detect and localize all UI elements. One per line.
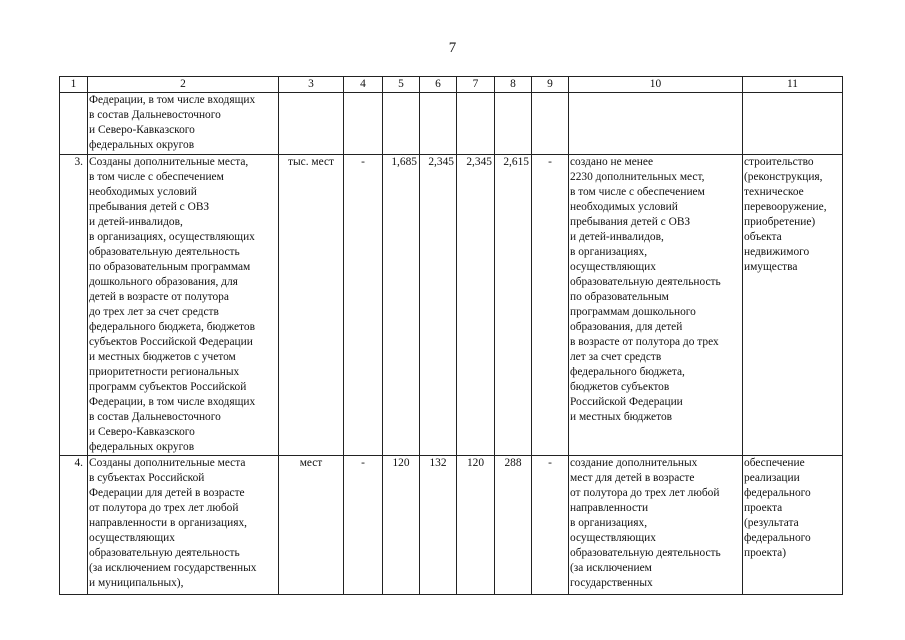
value-cell [420,93,457,155]
result-name-cell: Созданы дополнительные места, в том числе с обеспечением необходимых условий пребывания детей с ОВЗ и детей-инвалидов, в организациях, осуществляющих образовательную деятельность по образовательным программам дошкольного образования, для детей в возрасте от полутора до трех лет за счет средств федерального бюджета, бюджетов субъектов Российской Федерации и местных бюджетов с учетом приоритетности региональных программ субъектов Российской Федерации, в том числе входящих в состав Дальневосточного и Северо-Кавказского федеральных округов [88,155,279,456]
value-cell [495,93,532,155]
column-header: 10 [569,77,743,93]
value-cell: 120 [383,456,420,595]
result-name-cell: Федерации, в том числе входящих в состав Дальневосточного и Северо-Кавказского федеральных округов [88,93,279,155]
value-cell: 288 [495,456,532,595]
table-row [60,93,843,155]
unit-cell: тыс. мест [279,155,344,456]
column-header: 8 [495,77,532,93]
value-cell: 2,345 [457,155,495,456]
column-header: 6 [420,77,457,93]
value-cell: - [532,456,569,595]
column-header: 11 [743,77,843,93]
value-cell: 132 [420,456,457,595]
result-type-cell: строительство (реконструкция, техническое перевооружение, приобретение) объекта недвижимого имущества [743,155,843,456]
characteristic-cell: создание дополнительных мест для детей в возрасте от полутора до трех лет любой направленности в организациях, осуществляющих образовательную деятельность (за исключением государственных [569,456,743,595]
column-header: 9 [532,77,569,93]
characteristic-cell: создано не менее 2230 дополнительных мест, в том числе с обеспечением необходимых условий пребывания детей с ОВЗ и детей-инвалидов, в организациях, осуществляющих образовательную деятельность по образовательным программам дошкольного образования, для детей в возрасте от полутора до трех лет за счет средств федерального бюджета, бюджетов субъектов Российской Федерации и местных бюджетов [569,155,743,456]
column-header: 7 [457,77,495,93]
indicators-table [59,76,843,595]
value-cell: 1,685 [383,155,420,456]
value-cell [532,93,569,155]
table-row [60,456,843,595]
unit-cell: мест [279,456,344,595]
value-cell: - [532,155,569,456]
column-header: 2 [88,77,279,93]
row-number-cell: 3. [60,155,88,456]
column-header: 3 [279,77,344,93]
value-cell [383,93,420,155]
column-header: 1 [60,77,88,93]
characteristic-cell [569,93,743,155]
table-row [60,155,843,456]
result-type-cell [743,93,843,155]
page-number: 7 [448,40,457,56]
value-cell: - [344,456,383,595]
table-header-row [60,77,843,93]
value-cell: 2,615 [495,155,532,456]
row-number-cell [60,93,88,155]
column-header: 4 [344,77,383,93]
row-number-cell: 4. [60,456,88,595]
result-type-cell: обеспечение реализации федерального проекта (результата федерального проекта) [743,456,843,595]
value-cell: - [344,155,383,456]
column-header: 5 [383,77,420,93]
value-cell: 120 [457,456,495,595]
value-cell [457,93,495,155]
result-name-cell: Созданы дополнительные места в субъектах Российской Федерации для детей в возрасте от полутора до трех лет любой направленности в организациях, осуществляющих образовательную деятельность (за исключением государственных и муниципальных), [88,456,279,595]
value-cell: 2,345 [420,155,457,456]
value-cell [344,93,383,155]
unit-cell [279,93,344,155]
